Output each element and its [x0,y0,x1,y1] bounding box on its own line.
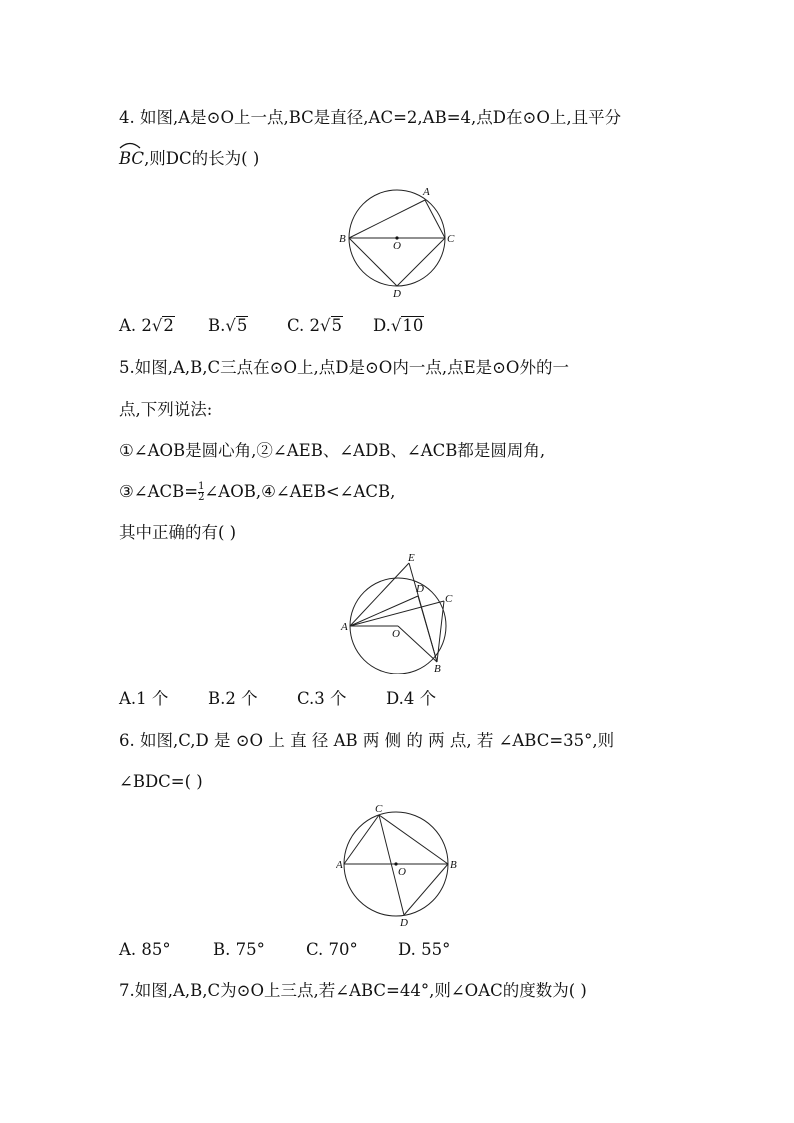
q7-line1: 7.如图,A,B,C为⊙O上三点,若∠ABC=44°,则∠OAC的度数为( ) [119,981,587,1000]
q6-line2: ∠BDC=( ) [119,772,203,791]
q5-label-o: O [392,628,400,640]
q6-option-b: B. 75° [213,940,265,959]
q5-label-b: B [434,663,441,674]
q5-option-d: D.4 个 [386,689,437,708]
q4-question-tail: ,则DC的长为( ) [144,149,260,168]
q5-line1: 5.如图,A,B,C三点在⊙O上,点D是⊙O内一点,点E是⊙O外的一 [119,358,569,377]
q4-label-a: A [423,186,430,198]
q6-label-b: B [450,859,457,871]
q6-label-a: A [336,859,343,871]
q5-label-c: C [445,593,453,605]
q6-label-d: D [400,917,408,929]
q4-label-d: D [393,288,401,298]
arc-bc: BC [119,148,144,170]
q6-figure [336,802,461,930]
q4-line2 [119,148,259,170]
q5-option-a: A.1 个 [119,689,169,708]
q5-option-c: C.3 个 [297,689,347,708]
q4-label-c: C [447,233,455,245]
q4-option-c: C. 2√5 [287,316,343,335]
q5-label-a: A [341,621,348,633]
q4-figure [338,183,463,298]
q6-option-a: A. 85° [119,940,171,959]
q6-option-d: D. 55° [398,940,451,959]
q6-label-o: O [398,866,406,878]
q4-label-o: O [393,240,401,252]
q4-line1: 4. 如图,A是⊙O上一点,BC是直径,AC=2,AB=4,点D在⊙O上,且平分 [119,108,622,127]
q6-label-c: C [375,803,383,815]
q4-option-b: B.√5 [208,316,248,335]
q5-line4: ③∠ACB= $\frac{1}{2}$ ∠AOB,④∠AEB<∠ACB, [119,481,396,503]
q6-option-c: C. 70° [306,940,358,959]
q4-option-d: D.√10 [373,316,424,335]
q5-line3: ①∠AOB是圆心角,②∠AEB、∠ADB、∠ACB都是圆周角, [119,441,546,460]
q4-label-b: B [339,233,346,245]
q4-option-a: A. 2√2 [119,316,174,335]
q5-option-b: B.2 个 [208,689,258,708]
q5-figure [338,552,458,674]
fraction-half: $\frac{1}{2}$ [198,481,205,503]
q5-line5: 其中正确的有( ) [119,523,237,542]
q5-label-d: D [416,583,424,595]
q5-line2: 点,下列说法: [119,400,213,419]
q6-line1: 6. 如图,C,D 是 ⊙O 上 直 径 AB 两 侧 的 两 点, 若 ∠ABC=35°,则 [119,731,615,750]
q5-label-e: E [408,552,415,564]
